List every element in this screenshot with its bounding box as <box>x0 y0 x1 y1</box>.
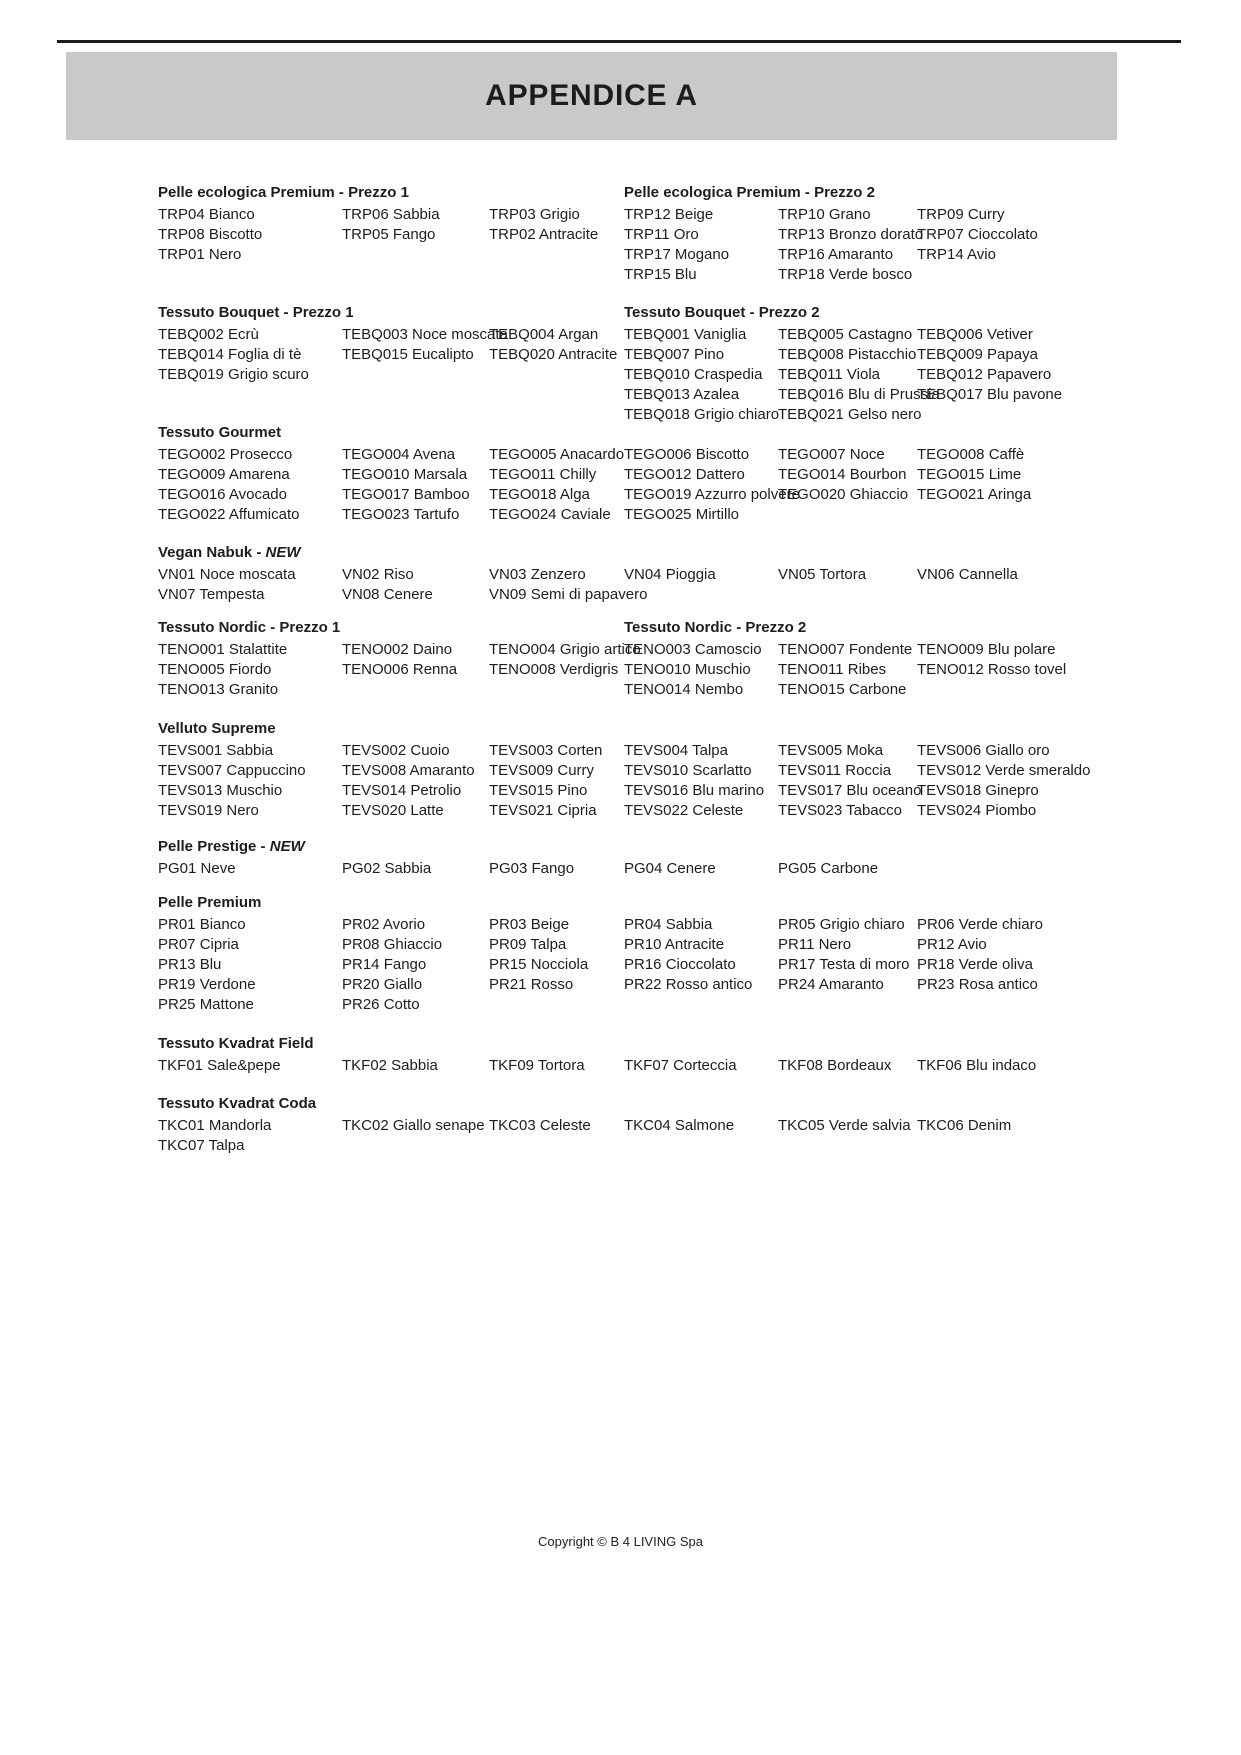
material-item: VN03 Zenzero <box>489 566 586 583</box>
item-row <box>158 995 1098 1015</box>
material-item: TKC04 Salmone <box>624 1117 735 1134</box>
material-item: TKC03 Celeste <box>489 1117 591 1134</box>
material-item: PG03 Fango <box>489 860 575 877</box>
material-item: TKC06 Denim <box>917 1117 1012 1134</box>
material-item: TEVS023 Tabacco <box>778 802 902 819</box>
material-item: TENO015 Carbone <box>778 681 907 698</box>
material-item: TENO001 Stalattite <box>158 641 288 658</box>
material-item: TEBQ005 Castagno <box>778 326 913 343</box>
section-tessuto-kvadrat-field <box>158 1034 1098 1076</box>
new-badge: NEW <box>265 544 301 561</box>
material-item: TENO004 Grigio artico <box>489 641 641 658</box>
section-title-text: Vegan Nabuk - <box>158 544 262 561</box>
item-row <box>624 405 1098 425</box>
material-item: TEGO002 Prosecco <box>158 446 293 463</box>
section-band <box>158 1094 1098 1156</box>
material-item: TEVS021 Cipria <box>489 802 597 819</box>
material-item: TEBQ018 Grigio chiaro <box>624 406 780 423</box>
material-item: TRP05 Fango <box>342 226 436 243</box>
material-item: TEBQ010 Craspedia <box>624 366 763 383</box>
material-item: VN04 Pioggia <box>624 566 716 583</box>
material-item: PR06 Verde chiaro <box>917 916 1043 933</box>
section-band <box>158 719 1098 821</box>
material-item: TEBQ012 Papavero <box>917 366 1052 383</box>
item-row <box>158 781 1098 801</box>
material-item: TEVS007 Cappuccino <box>158 762 306 779</box>
material-item: TEBQ008 Pistacchio <box>778 346 917 363</box>
item-row <box>158 660 624 680</box>
material-item: TEBQ009 Papaya <box>917 346 1038 363</box>
section-pelle-ecologica-premium-prezzo-1 <box>158 183 624 285</box>
material-item: TEVS003 Corten <box>489 742 603 759</box>
item-row <box>158 741 1098 761</box>
page-title: APPENDICE A <box>485 79 698 112</box>
material-item: TEVS002 Cuoio <box>342 742 450 759</box>
material-item: PG05 Carbone <box>778 860 879 877</box>
material-item: TEGO011 Chilly <box>489 466 597 483</box>
header-rule <box>57 40 1181 43</box>
material-item: VN01 Noce moscata <box>158 566 296 583</box>
material-item: TEBQ003 Noce moscata <box>342 326 508 343</box>
material-item: TENO010 Muschio <box>624 661 751 678</box>
material-item: TEGO005 Anacardo <box>489 446 625 463</box>
material-item: PR22 Rosso antico <box>624 976 753 993</box>
item-row <box>624 345 1098 365</box>
material-item: TEVS008 Amaranto <box>342 762 475 779</box>
material-item: TENO007 Fondente <box>778 641 913 658</box>
title-banner <box>66 52 1117 140</box>
section-pelle-premium <box>158 893 1098 1015</box>
item-row <box>624 265 1098 285</box>
new-badge: NEW <box>269 838 305 855</box>
item-row <box>158 365 624 385</box>
material-item: PR14 Fango <box>342 956 427 973</box>
material-item: TEGO016 Avocado <box>158 486 287 503</box>
item-row <box>624 365 1098 385</box>
material-item: VN02 Riso <box>342 566 414 583</box>
item-row <box>158 465 1098 485</box>
material-item: TRP06 Sabbia <box>342 206 440 223</box>
material-item: TEGO010 Marsala <box>342 466 468 483</box>
section-title-text: Pelle ecologica Premium - Prezzo 1 <box>158 184 409 201</box>
item-row <box>158 859 1098 879</box>
material-item: TENO003 Camoscio <box>624 641 762 658</box>
section-tessuto-nordic-prezzo-2 <box>624 618 1098 700</box>
material-item: TENO014 Nembo <box>624 681 744 698</box>
material-item: TEGO006 Biscotto <box>624 446 750 463</box>
material-item: TEVS010 Scarlatto <box>624 762 752 779</box>
material-item: TEGO008 Caffè <box>917 446 1025 463</box>
material-item: TEBQ015 Eucalipto <box>342 346 474 363</box>
material-item: TEGO024 Caviale <box>489 506 611 523</box>
item-row <box>158 801 1098 821</box>
material-item: TEBQ002 Ecrù <box>158 326 259 343</box>
section-title-text: Tessuto Gourmet <box>158 424 282 441</box>
item-row <box>158 1116 1098 1136</box>
section-title <box>158 303 624 323</box>
section-title-text: Pelle ecologica Premium - Prezzo 2 <box>624 184 875 201</box>
section-title <box>158 1094 1098 1114</box>
material-item: TRP17 Mogano <box>624 246 730 263</box>
section-tessuto-bouquet-prezzo-2 <box>624 303 1098 425</box>
item-row <box>158 225 624 245</box>
material-item: TEGO014 Bourbon <box>778 466 907 483</box>
material-item: TRP01 Nero <box>158 246 242 263</box>
section-band <box>158 423 1098 525</box>
material-item: TEGO020 Ghiaccio <box>778 486 909 503</box>
material-item: TEBQ001 Vaniglia <box>624 326 747 343</box>
material-item: TRP11 Oro <box>624 226 699 243</box>
section-title <box>158 423 1098 443</box>
section-band <box>158 183 1098 285</box>
material-item: TRP18 Verde bosco <box>778 266 913 283</box>
material-item: PG02 Sabbia <box>342 860 432 877</box>
section-tessuto-bouquet-prezzo-1 <box>158 303 624 425</box>
item-row <box>158 955 1098 975</box>
material-item: TEBQ007 Pino <box>624 346 725 363</box>
section-title-text: Pelle Premium <box>158 894 262 911</box>
section-title <box>624 303 1098 323</box>
material-item: PR21 Rosso <box>489 976 574 993</box>
section-band <box>158 543 1098 605</box>
section-title-text: Velluto Supreme <box>158 720 276 737</box>
section-title <box>158 893 1098 913</box>
material-item: TEVS009 Curry <box>489 762 595 779</box>
material-item: PR20 Giallo <box>342 976 423 993</box>
material-item: TEVS016 Blu marino <box>624 782 765 799</box>
material-item: PR11 Nero <box>778 936 852 953</box>
material-item: TRP04 Bianco <box>158 206 255 223</box>
item-row <box>158 915 1098 935</box>
material-item: TEGO023 Tartufo <box>342 506 460 523</box>
material-item: VN06 Cannella <box>917 566 1018 583</box>
material-item: TKF02 Sabbia <box>342 1057 438 1074</box>
material-item: TRP12 Beige <box>624 206 714 223</box>
material-item: TEGO015 Lime <box>917 466 1022 483</box>
material-item: TRP13 Bronzo dorato <box>778 226 924 243</box>
material-item: TKC02 Giallo senape <box>342 1117 485 1134</box>
item-row <box>158 485 1098 505</box>
section-tessuto-gourmet <box>158 423 1098 525</box>
section-velluto-supreme <box>158 719 1098 821</box>
material-item: TEGO007 Noce <box>778 446 885 463</box>
material-item: TRP10 Grano <box>778 206 871 223</box>
item-row <box>624 680 1098 700</box>
material-item: TEVS006 Giallo oro <box>917 742 1050 759</box>
material-item: TKC05 Verde salvia <box>778 1117 911 1134</box>
material-item: TKF09 Tortora <box>489 1057 585 1074</box>
material-item: TEVS004 Talpa <box>624 742 728 759</box>
section-title <box>158 1034 1098 1054</box>
material-item: TEGO019 Azzurro polvere <box>624 486 800 503</box>
item-row <box>158 345 624 365</box>
material-item: VN08 Cenere <box>342 586 433 603</box>
item-row <box>158 565 1098 585</box>
item-row <box>158 585 1098 605</box>
section-pelle-ecologica-premium-prezzo-2 <box>624 183 1098 285</box>
item-row <box>158 325 624 345</box>
section-title <box>624 618 1098 638</box>
section-vegan-nabuk-new <box>158 543 1098 605</box>
material-item: TKC07 Talpa <box>158 1137 245 1154</box>
section-title <box>624 183 1098 203</box>
material-item: PR08 Ghiaccio <box>342 936 443 953</box>
material-item: PR05 Grigio chiaro <box>778 916 905 933</box>
section-title <box>158 719 1098 739</box>
material-item: TEVS015 Pino <box>489 782 588 799</box>
section-title-text: Tessuto Nordic - Prezzo 1 <box>158 619 341 636</box>
section-pelle-prestige-new <box>158 837 1098 879</box>
material-item: TEVS014 Petrolio <box>342 782 462 799</box>
section-title-text: Tessuto Kvadrat Coda <box>158 1095 317 1112</box>
item-row <box>624 205 1098 225</box>
section-title-text: Tessuto Nordic - Prezzo 2 <box>624 619 807 636</box>
material-item: TKF01 Sale&pepe <box>158 1057 281 1074</box>
section-band <box>158 1034 1098 1076</box>
material-item: TENO002 Daino <box>342 641 453 658</box>
material-item: PR18 Verde oliva <box>917 956 1033 973</box>
material-item: PR10 Antracite <box>624 936 725 953</box>
section-title <box>158 618 624 638</box>
material-item: TENO012 Rosso tovel <box>917 661 1067 678</box>
material-item: TRP07 Cioccolato <box>917 226 1038 243</box>
material-item: TENO009 Blu polare <box>917 641 1056 658</box>
material-item: TEVS019 Nero <box>158 802 259 819</box>
material-item: TEBQ020 Antracite <box>489 346 618 363</box>
material-item: PR16 Cioccolato <box>624 956 736 973</box>
material-item: TRP08 Biscotto <box>158 226 263 243</box>
material-item: TEVS018 Ginepro <box>917 782 1039 799</box>
material-item: PR09 Talpa <box>489 936 567 953</box>
material-item: TEBQ006 Vetiver <box>917 326 1033 343</box>
item-row <box>158 205 624 225</box>
item-row <box>624 640 1098 660</box>
item-row <box>624 660 1098 680</box>
item-row <box>158 245 624 265</box>
item-row <box>158 975 1098 995</box>
section-band <box>158 837 1098 879</box>
item-row <box>158 1056 1098 1076</box>
material-item: TEGO021 Aringa <box>917 486 1032 503</box>
material-item: PR07 Cipria <box>158 936 239 953</box>
material-item: TENO013 Granito <box>158 681 279 698</box>
material-item: PR03 Beige <box>489 916 570 933</box>
material-item: TKF06 Blu indaco <box>917 1057 1037 1074</box>
material-item: PR17 Testa di moro <box>778 956 910 973</box>
material-item: PG01 Neve <box>158 860 236 877</box>
material-item: PR25 Mattone <box>158 996 254 1013</box>
material-item: PR19 Verdone <box>158 976 256 993</box>
material-item: TKC01 Mandorla <box>158 1117 272 1134</box>
item-row <box>158 640 641 660</box>
material-item: TEVS020 Latte <box>342 802 444 819</box>
material-item: PR02 Avorio <box>342 916 426 933</box>
material-item: TEBQ021 Gelso nero <box>778 406 922 423</box>
material-item: TRP02 Antracite <box>489 226 599 243</box>
material-item: TEBQ016 Blu di Prussia <box>778 386 940 403</box>
material-item: TEBQ019 Grigio scuro <box>158 366 309 383</box>
material-item: TEGO017 Bamboo <box>342 486 470 503</box>
item-row <box>158 680 624 700</box>
material-item: TRP03 Grigio <box>489 206 580 223</box>
material-item: TRP14 Avio <box>917 246 996 263</box>
section-title-text: Tessuto Bouquet - Prezzo 1 <box>158 304 354 321</box>
material-item: TENO008 Verdigris <box>489 661 619 678</box>
material-item: PR15 Nocciola <box>489 956 589 973</box>
section-title <box>158 183 624 203</box>
material-item: TEGO025 Mirtillo <box>624 506 740 523</box>
material-item: PR01 Bianco <box>158 916 246 933</box>
material-item: TEGO009 Amarena <box>158 466 290 483</box>
material-item: TEVS012 Verde smeraldo <box>917 762 1091 779</box>
material-item: TENO006 Renna <box>342 661 458 678</box>
material-item: TEGO018 Alga <box>489 486 590 503</box>
material-item: TEGO022 Affumicato <box>158 506 300 523</box>
section-band <box>158 303 1098 425</box>
material-item: PR13 Blu <box>158 956 222 973</box>
section-tessuto-kvadrat-coda <box>158 1094 1098 1156</box>
item-row <box>158 1136 1098 1156</box>
section-band <box>158 893 1098 1015</box>
material-item: TEBQ013 Azalea <box>624 386 740 403</box>
material-item: TEVS011 Roccia <box>778 762 892 779</box>
item-row <box>158 445 1098 465</box>
section-title <box>158 543 1098 563</box>
section-title-text: Tessuto Bouquet - Prezzo 2 <box>624 304 820 321</box>
section-tessuto-nordic-prezzo-1 <box>158 618 641 700</box>
material-item: TKF08 Bordeaux <box>778 1057 892 1074</box>
material-item: PR04 Sabbia <box>624 916 713 933</box>
material-item: TEBQ014 Foglia di tè <box>158 346 302 363</box>
material-item: TEBQ017 Blu pavone <box>917 386 1063 403</box>
material-item: TEBQ004 Argan <box>489 326 599 343</box>
item-row <box>624 385 1098 405</box>
material-item: VN09 Semi di papavero <box>489 586 648 603</box>
item-row <box>158 761 1098 781</box>
material-item: TEGO012 Dattero <box>624 466 745 483</box>
material-item: TRP15 Blu <box>624 266 697 283</box>
material-item: PR23 Rosa antico <box>917 976 1038 993</box>
material-item: VN05 Tortora <box>778 566 867 583</box>
item-row <box>624 225 1098 245</box>
material-item: TEVS013 Muschio <box>158 782 283 799</box>
section-title-text: Tessuto Kvadrat Field <box>158 1035 314 1052</box>
material-item: TEVS022 Celeste <box>624 802 744 819</box>
material-item: PG04 Cenere <box>624 860 716 877</box>
section-title <box>158 837 1098 857</box>
item-row <box>158 935 1098 955</box>
item-row <box>158 505 1098 525</box>
material-item: TEVS017 Blu oceano <box>778 782 922 799</box>
page-footer: Copyright © B 4 LIVING Spa <box>538 1534 703 1549</box>
material-item: TEGO004 Avena <box>342 446 456 463</box>
item-row <box>624 245 1098 265</box>
material-item: TRP16 Amaranto <box>778 246 894 263</box>
material-item: VN07 Tempesta <box>158 586 265 603</box>
section-title-text: Pelle Prestige - <box>158 838 266 855</box>
material-item: TEVS024 Piombo <box>917 802 1037 819</box>
material-item: TEVS001 Sabbia <box>158 742 274 759</box>
material-item: PR24 Amaranto <box>778 976 884 993</box>
material-item: PR26 Cotto <box>342 996 420 1013</box>
material-item: TRP09 Curry <box>917 206 1005 223</box>
item-row <box>624 325 1098 345</box>
material-item: TENO005 Fiordo <box>158 661 272 678</box>
material-item: TKF07 Corteccia <box>624 1057 737 1074</box>
section-band <box>158 618 1098 700</box>
material-item: TEVS005 Moka <box>778 742 884 759</box>
material-item: PR12 Avio <box>917 936 987 953</box>
material-item: TEBQ011 Viola <box>778 366 881 383</box>
material-item: TENO011 Ribes <box>778 661 887 678</box>
